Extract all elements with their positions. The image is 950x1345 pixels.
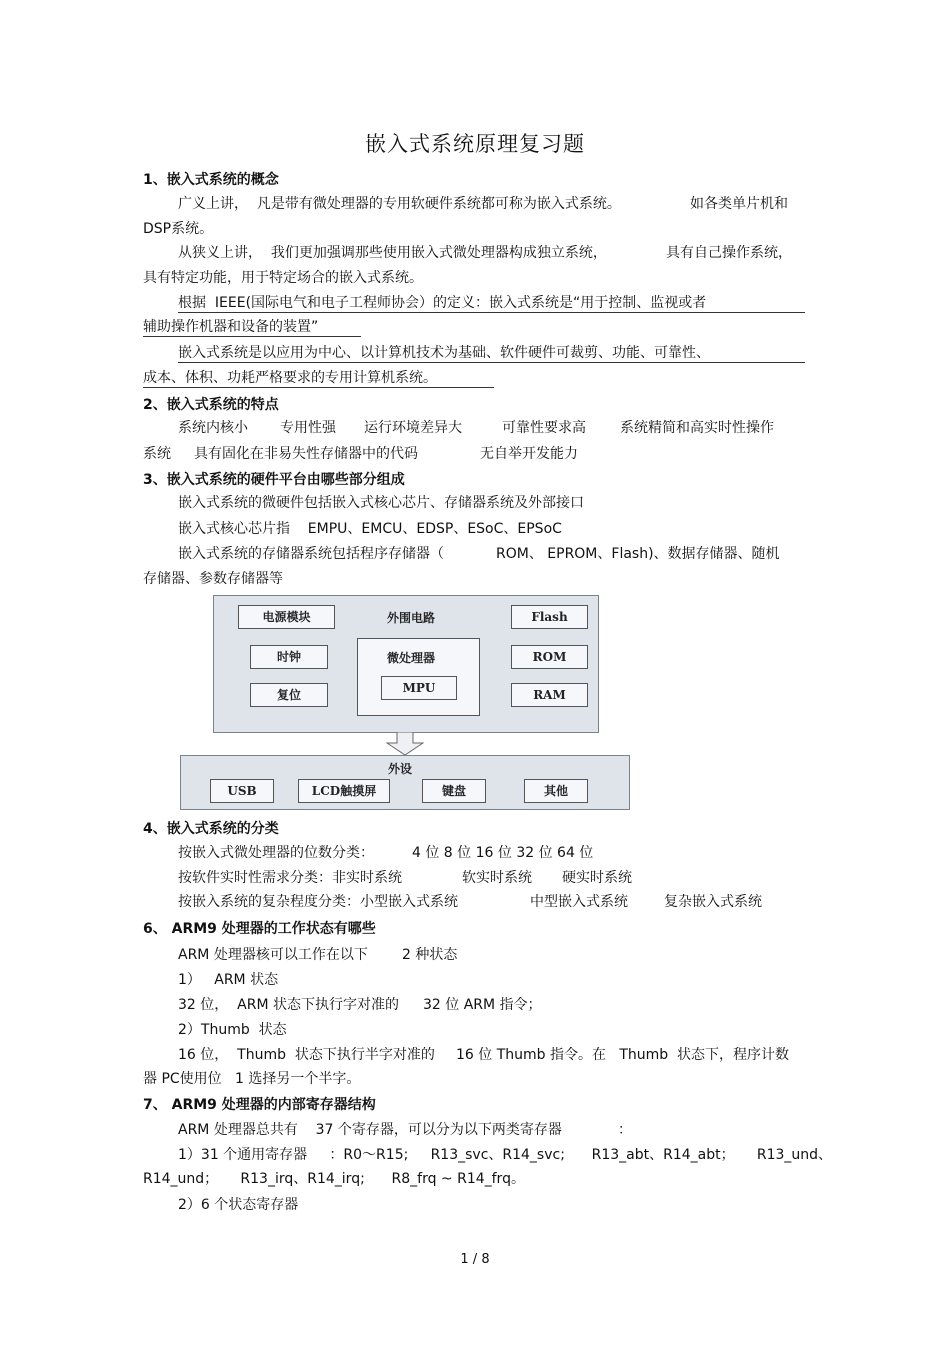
section-7-heading: 7、 ARM9 处理器的内部寄存器结构 xyxy=(143,1097,376,1113)
feature-item: 系统精简和高实时性操作 xyxy=(620,420,774,436)
paragraph-line: R14_und； R13_irq、R14_irq; R8_frq ~ R14_frq。 xyxy=(143,1171,525,1187)
section-3-heading: 3、嵌入式系统的硬件平台由哪些部分组成 xyxy=(143,472,405,488)
underline-rule xyxy=(178,362,805,363)
paragraph-line: ARM 处理器总共有 37 个寄存器，可以分为以下两类寄存器 xyxy=(178,1122,562,1138)
paragraph-line: 从狭义上讲， 我们更加强调那些使用嵌入式微处理器构成独立系统， xyxy=(178,245,607,261)
paragraph-line: 16 位， Thumb 状态下执行半字对准的 xyxy=(178,1047,435,1063)
paragraph-line: 嵌入式系统是以应用为中心、以计算机技术为基础、软件硬件可裁剪、功能、可靠性、 xyxy=(178,345,710,361)
paragraph-line: 2）6 个状态寄存器 xyxy=(178,1197,299,1213)
paragraph-line: 2）Thumb 状态 xyxy=(178,1022,287,1038)
down-arrow-icon xyxy=(386,732,424,756)
feature-item: 无自举开发能力 xyxy=(480,446,578,462)
feature-item: 专用性强 xyxy=(280,420,336,436)
section-2-heading: 2、嵌入式系统的特点 xyxy=(143,397,279,413)
paragraph-line: 16 位 Thumb 指令。在 Thumb 状态下，程序计数 xyxy=(456,1047,790,1063)
paragraph-line: 嵌入式系统的存储器系统包括程序存储器（ xyxy=(178,546,444,562)
paragraph-line: 硬实时系统 xyxy=(562,870,632,886)
underline-rule xyxy=(143,336,361,337)
underline-rule xyxy=(143,387,494,388)
paragraph-line: ROM、 EPROM、Flash)、数据存储器、随机 xyxy=(496,546,780,562)
paragraph-line: 中型嵌入式系统 xyxy=(530,894,628,910)
feature-item: 运行环境差异大 xyxy=(364,420,462,436)
mpu-block: MPU xyxy=(381,676,457,700)
section-4-heading: 4、嵌入式系统的分类 xyxy=(143,821,279,837)
feature-item: 系统内核小 xyxy=(178,420,248,436)
paragraph-line: 软实时系统 xyxy=(462,870,532,886)
rom-block: ROM xyxy=(511,645,588,669)
microprocessor-label: 微处理器 xyxy=(387,651,436,665)
paragraph-line: ： xyxy=(618,1122,632,1138)
paragraph-line: 存储器、参数存储器等 xyxy=(143,571,283,587)
paragraph-line: 按软件实时性需求分类：非实时系统 xyxy=(178,870,402,886)
paragraph-line: 32 位， ARM 状态下执行字对准的 xyxy=(178,997,399,1013)
page-number: 1 / 8 xyxy=(460,1252,490,1267)
section-1-heading: 1、嵌入式系统的概念 xyxy=(143,172,279,188)
keyboard-block: 键盘 xyxy=(422,779,486,803)
paragraph-line: 4 位 8 位 16 位 32 位 64 位 xyxy=(412,845,594,861)
paragraph-line: 1） ARM 状态 xyxy=(178,972,279,988)
peripheral-circuit-label: 外围电路 xyxy=(387,611,436,625)
paragraph-line: 复杂嵌入式系统 xyxy=(664,894,762,910)
paragraph-line: 嵌入式核心芯片指 EMPU、EMCU、EDSP、ESoC、EPSoC xyxy=(178,521,562,537)
reset-block: 复位 xyxy=(250,683,328,707)
paragraph-line: 1）31 个通用寄存器 ：R0～R15; R13_svc、R14_svc; R13_abt、R14_abt； R13_und、 xyxy=(178,1147,833,1163)
paragraph-line: 具有特定功能，用于特定场合的嵌入式系统。 xyxy=(143,270,423,286)
feature-item: 系统 xyxy=(143,446,171,462)
feature-item: 可靠性要求高 xyxy=(502,420,586,436)
paragraph-line: 根据 IEEE(国际电气和电子工程师协会）的定义：嵌入式系统是“用于控制、监视或者 xyxy=(178,295,707,311)
paragraph-line: 器 PC使用位 1 选择另一个半字。 xyxy=(143,1071,361,1087)
clock-block: 时钟 xyxy=(250,645,328,669)
hardware-platform-diagram xyxy=(180,593,630,813)
flash-block: Flash xyxy=(511,605,588,629)
paragraph-line: 广义上讲， 凡是带有微处理器的专用软硬件系统都可称为嵌入式系统。 xyxy=(178,196,621,212)
power-module-block: 电源模块 xyxy=(238,605,335,629)
paragraph-line: 辅助操作机器和设备的装置” xyxy=(143,319,319,335)
ram-block: RAM xyxy=(511,683,588,707)
paragraph-line: 成本、体积、功耗严格要求的专用计算机系统。 xyxy=(143,370,437,386)
paragraph-line: ARM 处理器核可以工作在以下 xyxy=(178,947,368,963)
usb-block: USB xyxy=(210,779,274,803)
paragraph-line: 具有自己操作系统， xyxy=(666,245,792,261)
paragraph-line: 嵌入式系统的微硬件包括嵌入式核心芯片、存储器系统及外部接口 xyxy=(178,495,584,511)
underline-rule xyxy=(178,312,805,313)
document-title: 嵌入式系统原理复习题 xyxy=(365,132,585,156)
paragraph-line: 按嵌入式微处理器的位数分类： xyxy=(178,845,374,861)
peripherals-label: 外设 xyxy=(388,762,413,776)
feature-item: 具有固化在非易失性存储器中的代码 xyxy=(194,446,418,462)
other-block: 其他 xyxy=(524,779,588,803)
paragraph-line: DSP系统。 xyxy=(143,221,214,237)
paragraph-line: 32 位 ARM 指令； xyxy=(423,997,542,1013)
paragraph-line: 如各类单片机和 xyxy=(690,196,788,212)
paragraph-line: 按嵌入系统的复杂程度分类：小型嵌入式系统 xyxy=(178,894,458,910)
paragraph-line: 2 种状态 xyxy=(402,947,458,963)
lcd-touchscreen-block: LCD触摸屏 xyxy=(298,779,390,803)
section-6-heading: 6、 ARM9 处理器的工作状态有哪些 xyxy=(143,921,376,937)
